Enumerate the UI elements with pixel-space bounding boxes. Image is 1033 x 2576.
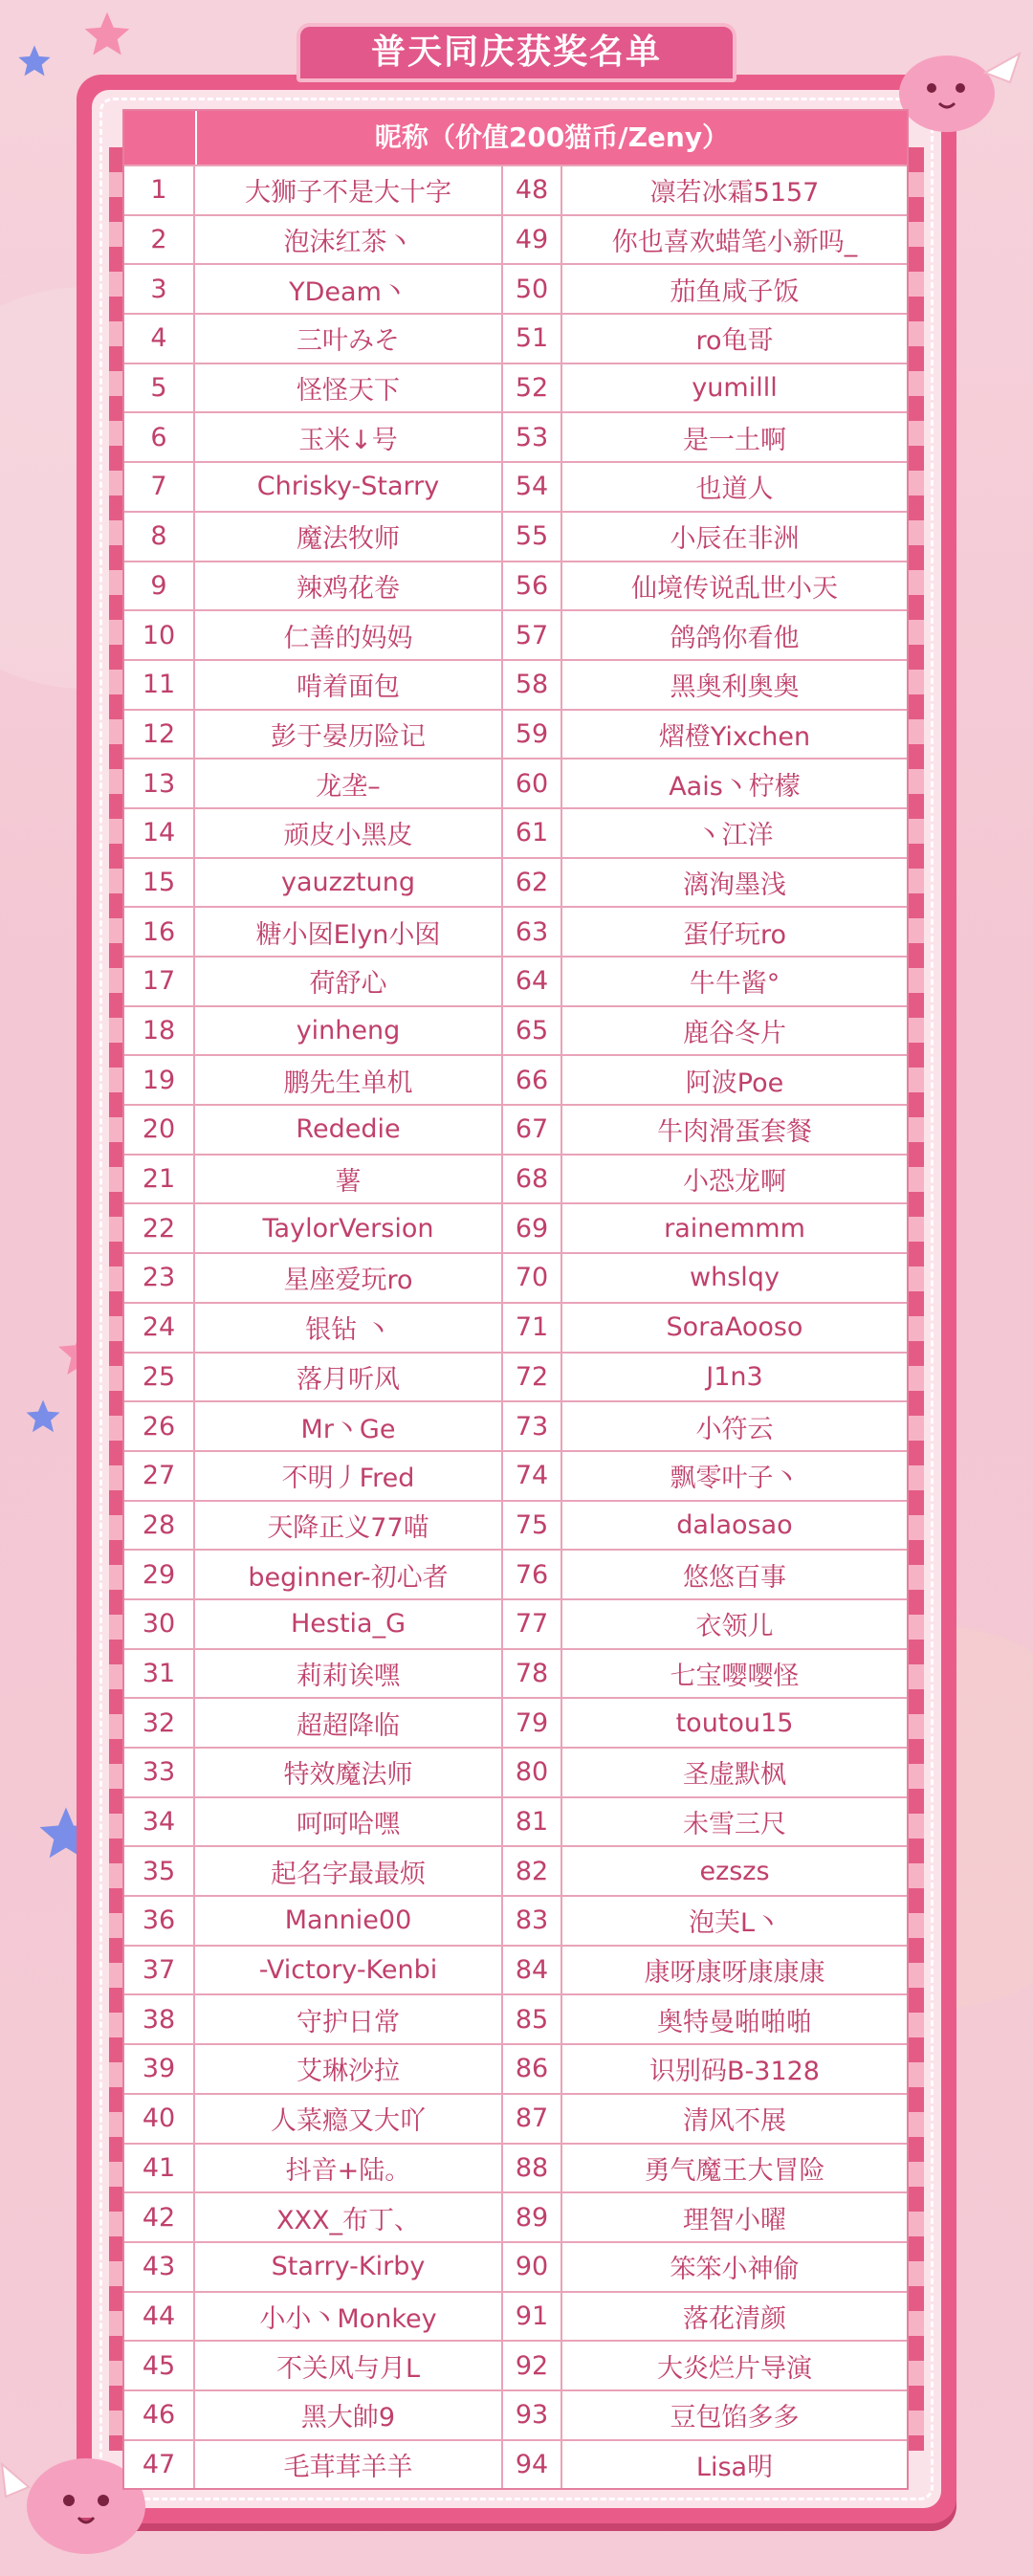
- row-number: 68: [503, 1156, 562, 1203]
- table-row: [124, 1154, 907, 1203]
- row-number: 76: [503, 1551, 562, 1598]
- poring-mascot-icon: [890, 34, 1023, 140]
- nickname: 落花清颜: [683, 2303, 786, 2334]
- row-number: 36: [124, 1897, 195, 1945]
- nickname: 飘零叶子丶: [670, 1464, 800, 1494]
- table-row: [124, 1845, 907, 1895]
- table-row: [124, 1549, 907, 1598]
- table-row: [124, 165, 907, 214]
- nickname: 黑大帥9: [195, 2391, 503, 2439]
- table-row: [124, 807, 907, 857]
- nickname: J1n3: [706, 1361, 763, 1392]
- row-number: 12: [124, 711, 195, 759]
- row-number: 33: [124, 1749, 195, 1796]
- row-number: 1: [124, 166, 195, 214]
- table-row: [124, 263, 907, 313]
- row-number: 89: [503, 2193, 562, 2241]
- row-number: 57: [503, 611, 562, 659]
- nickname: 星座爱玩ro: [195, 1254, 503, 1302]
- row-number: 67: [503, 1106, 562, 1154]
- row-number: 38: [124, 1995, 195, 2043]
- row-number: 74: [503, 1452, 562, 1500]
- row-number: 28: [124, 1502, 195, 1550]
- nickname: 大狮子不是大十字: [195, 166, 503, 214]
- nickname: 清风不展: [683, 2106, 786, 2137]
- blue-star-icon: [23, 1397, 63, 1437]
- table-row: [124, 1500, 907, 1550]
- row-number: 34: [124, 1798, 195, 1846]
- nickname: 未雪三尺: [683, 1810, 786, 1840]
- nickname: 不明丿Fred: [195, 1452, 503, 1500]
- nickname: 艾琳沙拉: [195, 2045, 503, 2093]
- nickname: ro龟哥: [695, 326, 774, 357]
- nickname: dalaosao: [676, 1509, 793, 1540]
- nickname: 悠悠百事: [683, 1562, 786, 1593]
- nickname: 奥特曼啪啪啪: [657, 2007, 812, 2037]
- table-row: [124, 2439, 907, 2489]
- nickname: 落月听风: [195, 1354, 503, 1401]
- nickname: 康呀康呀康康康: [644, 1958, 825, 1989]
- nickname: 豆包馅多多: [670, 2403, 800, 2433]
- row-number: 72: [503, 1354, 562, 1401]
- row-number: 32: [124, 1699, 195, 1747]
- row-number: 20: [124, 1106, 195, 1154]
- row-number: 22: [124, 1204, 195, 1252]
- table-row: [124, 1054, 907, 1104]
- nickname: 阿波Poe: [685, 1068, 784, 1098]
- row-number: 13: [124, 760, 195, 807]
- table-row: [124, 461, 907, 511]
- row-number: 41: [124, 2145, 195, 2192]
- nickname: 小符云: [695, 1414, 774, 1444]
- nickname: 银钻 丶: [195, 1304, 503, 1352]
- row-number: 59: [503, 711, 562, 759]
- nickname: 人菜瘾又大吖: [195, 2095, 503, 2143]
- nickname: 超超降临: [195, 1699, 503, 1747]
- row-number: 53: [503, 413, 562, 461]
- row-number: 40: [124, 2095, 195, 2143]
- row-number: 23: [124, 1254, 195, 1302]
- row-number: 84: [503, 1947, 562, 1994]
- table-body: [124, 165, 907, 2488]
- nickname: 丶江洋: [695, 821, 774, 851]
- nickname: 起名字最最烦: [195, 1847, 503, 1895]
- nickname: 鸽鸽你看他: [670, 623, 800, 653]
- nickname: beginner-初心者: [195, 1551, 503, 1598]
- nickname: 你也喜欢蜡笔小新吗_: [611, 228, 858, 258]
- nickname: 三叶みそ: [195, 315, 503, 363]
- nickname: 毛茸茸羊羊: [195, 2441, 503, 2489]
- nickname: 凛若冰霜5157: [649, 178, 820, 209]
- row-number: 54: [503, 463, 562, 511]
- row-number: 85: [503, 1995, 562, 2043]
- nickname: SoraAooso: [666, 1312, 803, 1343]
- nickname: 特效魔法师: [195, 1749, 503, 1796]
- row-number: 80: [503, 1749, 562, 1796]
- nickname: 熠橙Yixchen: [658, 721, 811, 752]
- nickname: XXX_布丁、: [195, 2193, 503, 2241]
- table-row: [124, 2093, 907, 2143]
- nickname: TaylorVersion: [195, 1204, 503, 1252]
- row-number: 58: [503, 661, 562, 709]
- nickname: 黑奥利奥奥: [670, 672, 800, 703]
- nickname: 龙垄–: [195, 760, 503, 807]
- page-title: 普天同庆获奖名单: [297, 23, 736, 82]
- row-number: 39: [124, 2045, 195, 2093]
- nickname: YDeam丶: [195, 265, 503, 313]
- table-row: [124, 1648, 907, 1698]
- nickname: 糖小囡Elyn小囡: [195, 908, 503, 956]
- nickname: 是一土啊: [683, 425, 786, 455]
- nickname: Starry-Kirby: [195, 2243, 503, 2291]
- row-number: 46: [124, 2391, 195, 2439]
- table-row: [124, 1598, 907, 1648]
- nickname: whslqy: [690, 1263, 780, 1293]
- row-number: 55: [503, 513, 562, 561]
- nickname: ezszs: [699, 1856, 770, 1886]
- nickname: 守护日常: [195, 1995, 503, 2043]
- nickname: toutou15: [675, 1707, 794, 1738]
- row-number: 63: [503, 908, 562, 956]
- row-number: 7: [124, 463, 195, 511]
- table-row: [124, 1005, 907, 1055]
- nickname: Rededie: [195, 1106, 503, 1154]
- nickname: Mannie00: [195, 1897, 503, 1945]
- nickname: 衣领儿: [695, 1612, 774, 1642]
- row-number: 10: [124, 611, 195, 659]
- row-number: 42: [124, 2193, 195, 2241]
- nickname: 莉莉诶嘿: [195, 1650, 503, 1698]
- nickname: 彭于晏历险记: [195, 711, 503, 759]
- nickname: 顽皮小黑皮: [195, 809, 503, 857]
- row-number: 15: [124, 859, 195, 907]
- nickname: 勇气魔王大冒险: [644, 2155, 825, 2186]
- nickname: 仙境传说乱世小天: [631, 573, 838, 604]
- row-number: 87: [503, 2095, 562, 2143]
- nickname: Aais丶柠檬: [669, 771, 801, 802]
- table-row: [124, 659, 907, 709]
- nickname: 啃着面包: [195, 661, 503, 709]
- row-number: 77: [503, 1600, 562, 1648]
- row-number: 91: [503, 2293, 562, 2341]
- nickname: 抖音+陆。: [195, 2145, 503, 2192]
- table-row: [124, 709, 907, 759]
- table-row: [124, 313, 907, 363]
- nickname: 怪怪天下: [195, 364, 503, 412]
- row-number: 94: [503, 2441, 562, 2489]
- table-row: [124, 1747, 907, 1796]
- header-spacer: [124, 111, 197, 165]
- table-header-title: 昵称（价值200猫币/Zeny）: [374, 121, 730, 153]
- row-number: 11: [124, 661, 195, 709]
- row-number: 21: [124, 1156, 195, 1203]
- row-number: 30: [124, 1600, 195, 1648]
- nickname: 玉米↓号: [195, 413, 503, 461]
- nickname: 牛牛酱°: [689, 969, 780, 1000]
- table-row: [124, 956, 907, 1005]
- table-row: [124, 2340, 907, 2389]
- nickname: Chrisky-Starry: [195, 463, 503, 511]
- nickname: 七宝嘤嘤怪: [670, 1661, 800, 1691]
- nickname: 鹏先生单机: [195, 1056, 503, 1104]
- nickname: 天降正义77喵: [195, 1502, 503, 1550]
- table-row: [124, 758, 907, 807]
- nickname: yumilll: [692, 373, 778, 404]
- nickname: 蛋仔玩ro: [682, 919, 787, 950]
- row-number: 50: [503, 265, 562, 313]
- row-number: 47: [124, 2441, 195, 2489]
- row-number: 4: [124, 315, 195, 363]
- row-number: 52: [503, 364, 562, 412]
- table-row: [124, 2389, 907, 2439]
- row-number: 73: [503, 1402, 562, 1450]
- row-number: 29: [124, 1551, 195, 1598]
- row-number: 93: [503, 2391, 562, 2439]
- row-number: 3: [124, 265, 195, 313]
- nickname: 薯: [195, 1156, 503, 1203]
- row-number: 45: [124, 2342, 195, 2389]
- table-row: [124, 511, 907, 561]
- row-number: 86: [503, 2045, 562, 2093]
- row-number: 49: [503, 216, 562, 264]
- row-number: 65: [503, 1007, 562, 1055]
- row-number: 17: [124, 958, 195, 1005]
- row-number: 16: [124, 908, 195, 956]
- table-row: [124, 1104, 907, 1154]
- row-number: 79: [503, 1699, 562, 1747]
- nickname: 牛肉滑蛋套餐: [657, 1117, 812, 1148]
- table-row: [124, 1352, 907, 1401]
- row-number: 92: [503, 2342, 562, 2389]
- table-row: [124, 857, 907, 907]
- row-number: 5: [124, 364, 195, 412]
- table-row: [124, 1895, 907, 1945]
- row-number: 43: [124, 2243, 195, 2291]
- nickname: rainemmm: [664, 1213, 805, 1244]
- table-row: [124, 2043, 907, 2093]
- nickname: Lisa明: [695, 2452, 774, 2482]
- row-number: 81: [503, 1798, 562, 1846]
- row-number: 88: [503, 2145, 562, 2192]
- row-number: 83: [503, 1897, 562, 1945]
- row-number: 27: [124, 1452, 195, 1500]
- row-number: 62: [503, 859, 562, 907]
- row-number: 37: [124, 1947, 195, 1994]
- table-row: [124, 2291, 907, 2341]
- nickname: 茄鱼咸子饭: [670, 276, 800, 307]
- row-number: 66: [503, 1056, 562, 1104]
- row-number: 19: [124, 1056, 195, 1104]
- table-row: [124, 1202, 907, 1252]
- nickname: 不关风与月L: [195, 2342, 503, 2389]
- nickname: 泡芙L丶: [688, 1908, 781, 1939]
- table-row: [124, 906, 907, 956]
- nickname: 小小丶Monkey: [195, 2293, 503, 2341]
- row-number: 60: [503, 760, 562, 807]
- row-number: 90: [503, 2243, 562, 2291]
- nickname: yauzztung: [195, 859, 503, 907]
- nickname: -Victory-Kenbi: [195, 1947, 503, 1994]
- row-number: 26: [124, 1402, 195, 1450]
- table-row: [124, 1993, 907, 2043]
- nickname: 泡沫红茶丶: [195, 216, 503, 264]
- row-number: 35: [124, 1847, 195, 1895]
- row-number: 24: [124, 1304, 195, 1352]
- row-number: 2: [124, 216, 195, 264]
- blue-star-icon: [15, 42, 54, 80]
- nickname: 荷舒心: [195, 958, 503, 1005]
- table-row: [124, 609, 907, 659]
- table-row: [124, 1697, 907, 1747]
- nickname: Hestia_G: [195, 1600, 503, 1648]
- table-row: [124, 411, 907, 461]
- nickname: 魔法牧师: [195, 513, 503, 561]
- row-number: 51: [503, 315, 562, 363]
- table-row: [124, 1302, 907, 1352]
- table-row: [124, 2241, 907, 2291]
- row-number: 78: [503, 1650, 562, 1698]
- row-number: 31: [124, 1650, 195, 1698]
- nickname: 小辰在非洲: [670, 524, 800, 555]
- row-number: 25: [124, 1354, 195, 1401]
- nickname: 小恐龙啊: [683, 1167, 786, 1198]
- nickname: 辣鸡花卷: [195, 562, 503, 610]
- nickname: 仁善的妈妈: [195, 611, 503, 659]
- row-number: 56: [503, 562, 562, 610]
- row-number: 64: [503, 958, 562, 1005]
- row-number: 70: [503, 1254, 562, 1302]
- table-row: [124, 1400, 907, 1450]
- nickname: yinheng: [195, 1007, 503, 1055]
- table-row: [124, 363, 907, 412]
- row-number: 6: [124, 413, 195, 461]
- row-number: 14: [124, 809, 195, 857]
- table-row: [124, 214, 907, 264]
- row-number: 48: [503, 166, 562, 214]
- pink-star-icon: [80, 8, 134, 61]
- nickname: 识别码B-3128: [649, 2057, 820, 2087]
- row-number: 61: [503, 809, 562, 857]
- row-number: 75: [503, 1502, 562, 1550]
- nickname: 笨笨小神偷: [670, 2255, 800, 2285]
- table-row: [124, 1796, 907, 1846]
- nickname: 大炎烂片导演: [657, 2353, 812, 2384]
- table-header: [124, 111, 907, 165]
- table-row: [124, 2143, 907, 2192]
- row-number: 82: [503, 1847, 562, 1895]
- nickname: 圣虚默枫: [683, 1760, 786, 1791]
- table-row: [124, 1450, 907, 1500]
- row-number: 69: [503, 1204, 562, 1252]
- table-row: [124, 1252, 907, 1302]
- nickname: 也道人: [695, 474, 774, 505]
- row-number: 18: [124, 1007, 195, 1055]
- row-number: 44: [124, 2293, 195, 2341]
- table-row: [124, 1945, 907, 1994]
- row-number: 8: [124, 513, 195, 561]
- row-number: 9: [124, 562, 195, 610]
- nickname: 鹿谷冬片: [683, 1019, 786, 1049]
- table-row: [124, 561, 907, 610]
- nickname: Mr丶Ge: [195, 1402, 503, 1450]
- nickname: 理智小曜: [683, 2205, 786, 2235]
- row-number: 71: [503, 1304, 562, 1352]
- nickname: 呵呵哈嘿: [195, 1798, 503, 1846]
- winner-table: [122, 109, 909, 2490]
- nickname: 漓洵墨浅: [683, 870, 786, 900]
- table-row: [124, 2191, 907, 2241]
